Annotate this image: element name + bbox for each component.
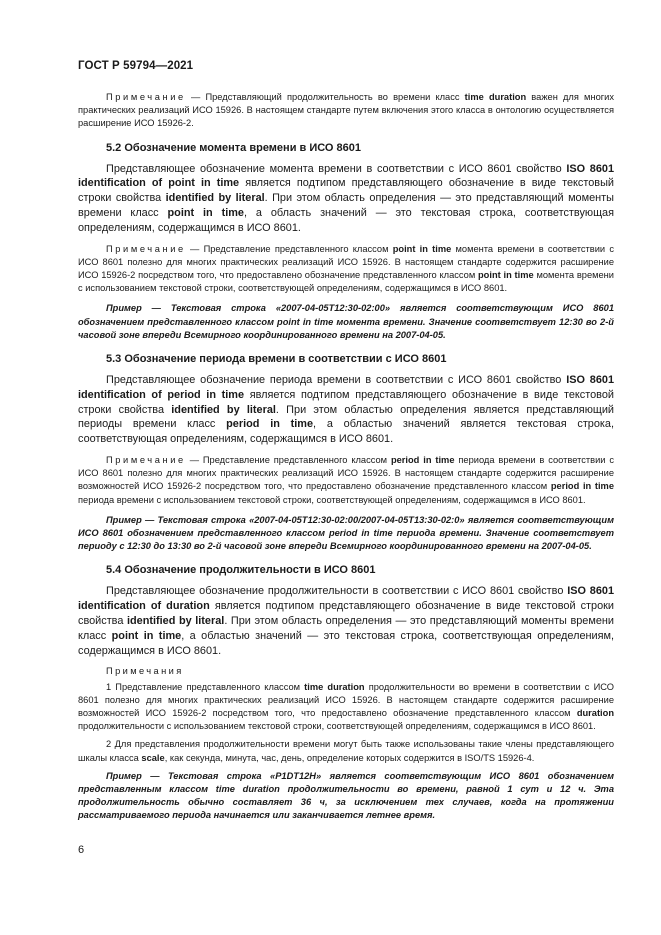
text: является подтипом представляющего обозначение в виде текстовой строки свойства [78,600,614,628]
text: — Представление представленного классом [185,455,391,465]
note-5-2 [78,243,614,296]
note-text: — Представляющий продолжительность во времени класс [185,92,465,102]
text: . При этом областью определения является представляющий периоды времени класс [78,403,614,431]
page-number: 6 [78,844,85,856]
text: . При этом область определения — это представляющий моменты времени класс [78,615,614,642]
text: , а областью значений является текстовая строка, соответствующая определениям, содержащимся в ИСО 8601. [78,418,615,446]
note-5-4-2 [78,738,614,764]
notes-label: Примечания [106,666,184,677]
text: продолжительности во времени в соответствии с ИСО 8601 полезно для многих практических реализаций ИСО 15926. В настоящем стандарте содержится расширение возможностей ИСО 15926-2 посредством того, что предоставлено обозначение представленного классом [78,681,614,719]
term: identified by literal [165,192,265,205]
text: , а область значений — это текстовая строка, соответствующая определениям, содержащимся в ИСО 8601. [78,207,614,234]
term: identified by literal [171,403,276,416]
term: ISO 8601 identification of point in time [78,162,614,190]
term: point in time [392,243,452,254]
term: period in time [550,481,614,492]
note-label: Примечание [106,243,186,254]
note-label: Примечание [106,455,186,465]
term: period in time [390,455,455,465]
text: Представляющее обозначение продолжительности в соответствии с ИСО 8601 свойство [106,585,568,598]
term: identified by literal [126,615,225,628]
document-header: ГОСТ Р 59794—2021 [78,60,194,72]
term: ISO 8601 identification of duration [78,585,614,613]
text: продолжительности с использованием текстовой строки, соответствующей определениям, содержащимся в ИСО 8601. [78,721,596,732]
term: ISO 8601 identification of period in time [78,374,614,401]
paragraph-5-3 [78,373,614,447]
note-5-3 [78,454,614,507]
text: является подтипом представляющего обозначение в виде текстовой строки свойства [78,388,614,416]
term: scale [141,752,165,763]
paragraph-5-2 [78,162,614,236]
example-5-2: Пример — Текстовая строка «2007-04-05T12:30-02:00» является соответствующим ИСО 8601 обозначением представленного классом point in time момента времени. Значение соответствует 12:30 во 2-й часовой зоне впереди Всемирного координированного времени на 2007-04-05. [78,303,614,340]
section-heading-5-2: 5.2 Обозначение момента времени в ИСО 8601 [106,141,361,154]
section-heading-5-4: 5.4 Обозначение продолжительности в ИСО 8601 [106,564,376,577]
term: point in time [111,629,182,642]
term: time duration [304,681,365,692]
text: , а областью значений — это текстовая строка, соответствующая определениям, содержащимся в ИСО 8601. [78,629,615,657]
note-text: важен для многих практических реализаций ИСО 15926. В настоящем стандарте путем включения этого класса в онтологию осуществляется расширение ИСО 15926-2. [78,92,614,129]
section-heading-5-3: 5.3 Обозначение периода времени в соответствии с ИСО 8601 [106,353,447,366]
note-5-4-1 [78,681,614,734]
text: Представляющее обозначение периода времени в соответствии с ИСО 8601 свойство [106,374,567,387]
term: time duration [464,92,527,102]
term: duration [576,708,614,719]
text: момента времени в соответствии с ИСО 8601 полезно для многих практических реализаций ИСО 15926. В настоящем стандарте содержится расширение ИСО 15926-2 посредством того, что предоставлено обозначение представленного классом [78,243,615,280]
text: , как секунда, минута, час, день, определение которых содержится в ISO/TS 15926-4. [164,752,535,763]
note-time-duration [78,91,614,131]
term: period in time [226,418,314,431]
note-label: Примечание [106,92,186,102]
text: 2 Для представления продолжительности времени могут быть также использованы такие члены представляющего шкалы класса [78,739,614,763]
text: 1 Представление представленного классом [106,681,305,692]
term: point in time [167,207,244,219]
document-body [78,91,614,829]
text: Представляющее обозначение момента времени в соответствии с ИСО 8601 свойство [106,162,567,175]
term: point in time [478,270,534,280]
example-5-3: Пример — Текстовая строка «2007-04-05T12:30-02:00/2007-04-05T13:30-02:0» является соответствующим ИСО 8601 обозначением представленного классом period in time периода времени. Значение соответствует периоду с 12:30 до 13:30 во 2-й часовой зоне впереди Всемирного координированного времени на 2007-04-05. [78,514,614,552]
text: — Представление представленного классом [185,243,393,254]
paragraph-5-4 [78,584,614,658]
text: является подтипом представляющего обозначение в виде текстовый строки свойства [78,177,614,205]
text: момента времени с использованием текстовой строки, соответствующей определениям, содержащимся в ИСО 8601. [78,270,614,294]
text: . При этом область определения — это представляющий моменты времени класс [78,192,614,219]
example-5-4: Пример — Текстовая строка «P1DT12H» является соответствующим ИСО 8601 обозначением представленным классом time duration продолжительности во времени, равной 1 сут и 12 ч. Эта продолжительность обычно составляет 36 ч, за исключением тех случаев, когда на протяжении рассматриваемого периода начинается или заканчивается летнее время. [78,770,614,821]
text: периода времени с использованием текстовой строки, соответствующей определениям, содержащимся в ИСО 8601. [78,494,586,505]
text: периода времени в соответствии с ИСО 8601 полезно для многих практических реализаций ИСО 15926. В настоящем стандарте содержится расширение возможностей ИСО 15926-2 посредством того, что предоставлено обозначение представленного классом [78,455,615,492]
